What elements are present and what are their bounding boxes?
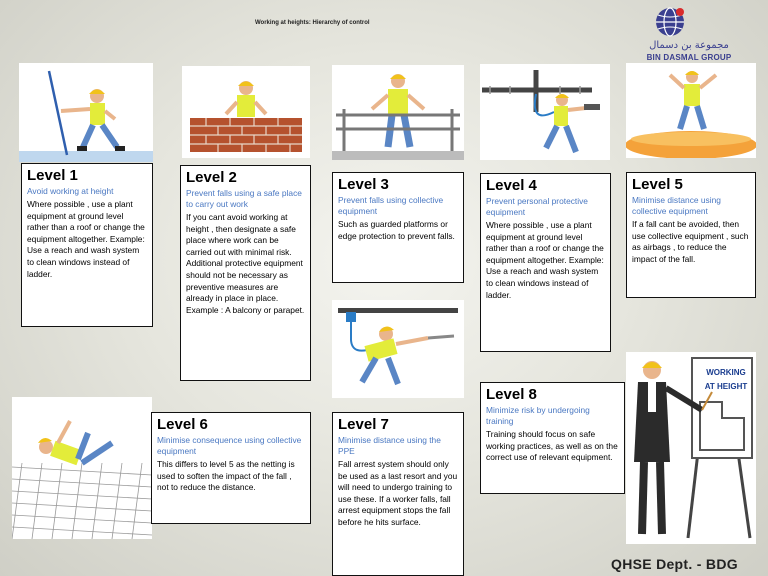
board-text-line-2: AT HEIGHT [704, 382, 748, 391]
level-6-illustration [12, 397, 152, 539]
level-3-body: Such as guarded platforms or edge protection to prevent falls. [338, 219, 455, 241]
level-8-subtitle: Minimize risk by undergoing training [486, 405, 590, 426]
page-title: Working at heights: Hierarchy of control [255, 20, 370, 26]
level-4-illustration [480, 64, 610, 160]
level-5-illustration [626, 63, 756, 158]
logo-arabic-text: مجموعة بن دسمال [649, 40, 729, 51]
level-2-heading: Level 2 [186, 169, 237, 186]
level-2-body: If you cant avoid working at height , then designate a safe place where work can be carried out with minimal risk. Additional protective equipment should not be necessary as preventive measures are already in place in place. Example : A balcony or parapet. [186, 212, 305, 315]
level-5-body: If a fall cant be avoided, then use collective equipment , such as airbags , to reduce the impact of the fall. [632, 219, 749, 264]
level-2-illustration [182, 66, 310, 158]
logo-english-text: BIN DASMAL GROUP [646, 53, 732, 62]
level-1-body: Where possible , use a plant equipment at ground level rather than a roof or change the equipment altogether. Example: Use a reach and wash system to clean windows instead of ladder. [27, 199, 145, 279]
level-1-illustration [19, 63, 153, 162]
level-4-card [480, 173, 611, 352]
level-7-card [332, 412, 464, 576]
level-6-card [151, 412, 311, 524]
bin-dasmal-logo [626, 6, 752, 64]
level-6-subtitle: Minimise consequence using collective equipment [157, 435, 302, 456]
level-7-subtitle: Minimise distance using the PPE [338, 435, 441, 456]
level-3-subtitle: Prevent falls using collective equipment [338, 195, 444, 216]
level-5-heading: Level 5 [632, 176, 683, 193]
level-4-subtitle: Prevent personal protective equipment [486, 196, 588, 217]
level-5-card [626, 172, 756, 298]
board-text-line-1: WORKING [706, 368, 746, 377]
level-7-body: Fall arrest system should only be used as a last resort and you will need to undergo training to use these. If a worker falls, fall arrest equipment stops the fall before he hits surface. [338, 459, 458, 527]
level-4-heading: Level 4 [486, 177, 537, 194]
level-3-illustration [332, 65, 464, 160]
level-7-heading: Level 7 [338, 416, 389, 433]
level-8-heading: Level 8 [486, 386, 537, 403]
level-1-card [21, 163, 153, 327]
level-1-heading: Level 1 [27, 167, 78, 184]
level-2-subtitle: Prevent falls using a safe place to carry out work [186, 188, 302, 209]
level-6-heading: Level 6 [157, 416, 208, 433]
level-3-heading: Level 3 [338, 176, 389, 193]
footer-department: QHSE Dept. - BDG [611, 556, 738, 572]
level-8-card [480, 382, 625, 494]
level-7-illustration [332, 300, 464, 398]
level-8-body: Training should focus on safe working practices, as well as on the correct use of relevant equipment. [486, 429, 618, 463]
level-8-illustration [626, 352, 756, 544]
level-6-body: This differs to level 5 as the netting is used to soften the impact of the fall , not to reduce the distance. [157, 459, 295, 493]
level-5-subtitle: Minimise distance using collective equipment [632, 195, 721, 216]
level-1-subtitle: Avoid working at height [27, 186, 114, 196]
level-4-body: Where possible , use a plant equipment at ground level rather than a roof or change the equipment altogether. Example: Use a reach and wash system to clean windows instead of ladder. [486, 220, 604, 300]
globe-logo-icon [654, 6, 686, 38]
level-2-card [180, 165, 311, 381]
level-3-card [332, 172, 464, 283]
